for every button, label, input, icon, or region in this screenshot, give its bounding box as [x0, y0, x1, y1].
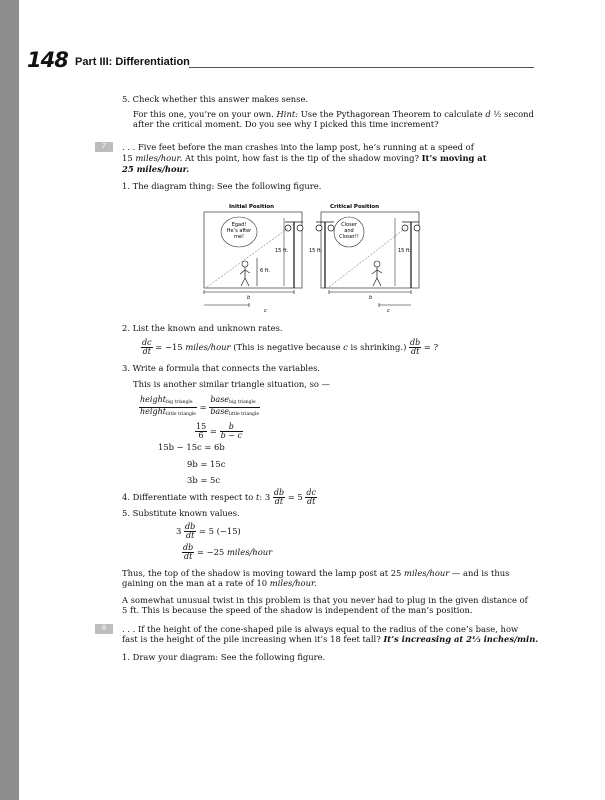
problem8-line1: . . . If the height of the cone-shaped pile is always equal to the radius of the cone’s base, how: [122, 624, 519, 634]
equation-line3: 3b = 5c: [187, 475, 221, 485]
bubble-left-3: me!: [234, 234, 244, 240]
problem7-answer: 25 miles/hour.: [122, 164, 190, 174]
left-margin-strip: [0, 0, 19, 800]
bubble-left-2: He’s after: [226, 228, 252, 234]
label-c-left: c: [264, 308, 267, 314]
header-rule: [189, 67, 534, 68]
step5-heading: 5. Check whether this answer makes sense.: [122, 94, 309, 104]
step5-line2: after the critical moment. Do you see why I picked this time increment?: [133, 119, 439, 129]
problem7-step5: 5. Substitute known values.: [122, 508, 240, 518]
label-15ft-left: 15 ft.: [275, 248, 289, 254]
twist-line2: 5 ft. This is because the speed of the shadow is independent of the man’s position.: [122, 605, 473, 615]
fraction-equation: $\frac{15}{6}$ = $\frac{b}{b - c}$: [196, 422, 242, 440]
problem-number-badge: 7: [95, 142, 113, 152]
fig-title-initial: Initial Position: [229, 204, 275, 210]
running-man-icon: [240, 261, 250, 286]
problem8-line2: fast is the height of the pile increasing when it’s 18 feet tall? It’s increasing at 2⅓ inches/min.: [122, 634, 539, 644]
problem7-line2: 15 miles/hour. At this point, how fast is the tip of the shadow moving? It’s moving at: [122, 153, 487, 163]
label-15ft-right: 15 ft.: [398, 248, 412, 254]
conclusion-line2: gaining on the man at a rate of 10 miles/hour.: [122, 578, 317, 588]
twist-line1: A somewhat unusual twist in this problem is that you never had to plug in the given distance of: [122, 595, 528, 605]
problem7-step1: 1. The diagram thing: See the following figure.: [122, 181, 322, 191]
bubble-right-3: Closer!!: [339, 234, 359, 240]
page-number: 148: [27, 48, 68, 72]
label-b-right: b: [369, 295, 373, 301]
step5-line1: For this one, you’re on your own. Hint: Use the Pythagorean Theorem to calculate d ½ second: [133, 109, 534, 119]
equation-line1: 15b − 15c = 6b: [158, 442, 225, 452]
running-man-icon-right: [372, 261, 382, 286]
similar-triangle-text: This is another similar triangle situation, so —: [133, 379, 331, 389]
substitution-equation: 3 $\frac{db}{dt}$ = 5 (−15): [176, 522, 241, 540]
conclusion-line1: Thus, the top of the shadow is moving toward the lamp post at 25 miles/hour — and is thus: [122, 568, 510, 578]
problem7-step4: 4. Differentiate with respect to t: 3 $\frac{db}{dt}$ = 5 $\frac{dc}{dt}$: [122, 488, 317, 506]
ratio-equation: $\frac{height_{big triangle}}{height_{little triangle}}$ = $\frac{base_{big triangle}}{base_{little triangle}}$: [140, 395, 260, 417]
problem8-step1: 1. Draw your diagram: See the following figure.: [122, 652, 326, 662]
result-equation: $\frac{db}{dt}$ = −25 miles/hour: [183, 543, 273, 561]
bubble-left-1: Egad!: [231, 222, 247, 228]
problem7-line1: . . . Five feet before the man crashes into the lamp post, he’s running at a speed of: [122, 142, 474, 152]
page: [19, 0, 605, 800]
rates-equation: $\frac{dc}{dt}$ = −15 miles/hour (This is negative because c is shrinking.) $\frac{db}{dt}$ = ?: [142, 338, 439, 356]
label-c-right: c: [387, 308, 390, 314]
equation-line2: 9b = 15c: [187, 459, 226, 469]
problem7-step3: 3. Write a formula that connects the variables.: [122, 363, 321, 373]
critical-panel: [309, 212, 420, 314]
fig-title-critical: Critical Position: [330, 204, 380, 210]
part-title: Part III: Differentiation: [75, 56, 190, 68]
problem-number-badge-8: 8: [95, 624, 113, 634]
label-b-left: b: [247, 295, 251, 301]
lamp-icon: [285, 225, 291, 231]
bubble-right-1: Closer: [341, 222, 357, 228]
problem7-step2: 2. List the known and unknown rates.: [122, 323, 283, 333]
bubble-right-2: and: [344, 228, 354, 234]
initial-panel: [204, 212, 303, 314]
label-15ft-mid: 15 ft.: [309, 248, 323, 254]
label-6ft: 6 ft.: [260, 268, 270, 274]
lamp-post-diagram: [199, 200, 427, 316]
